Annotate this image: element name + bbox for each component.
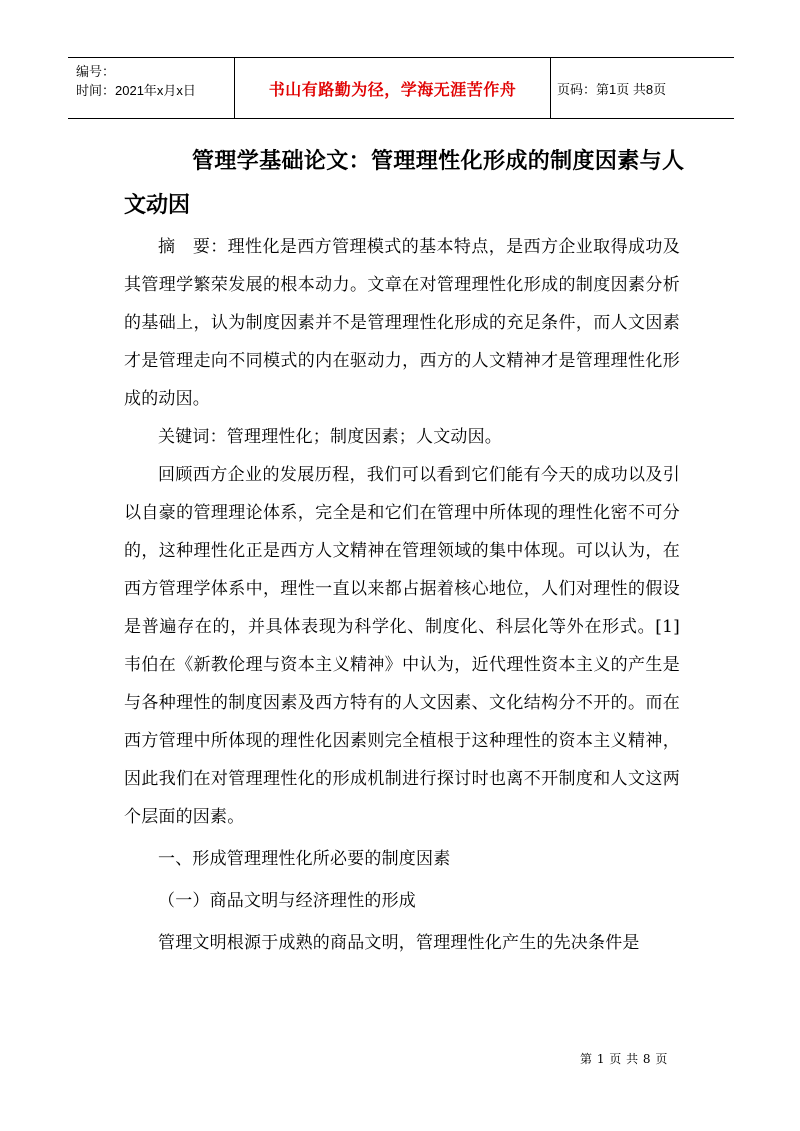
section-heading: 一、形成管理理性化所必要的制度因素 (158, 849, 451, 869)
body-paragraph: 管理文明根源于成熟的商品文明，管理理性化产生的先决条件是 (158, 933, 640, 953)
page-header (68, 57, 734, 119)
page-footer: 第 1 页 共 8 页 (580, 1052, 668, 1066)
time-label: 时间：2021年x月x日 (76, 83, 196, 98)
body-paragraph: 回顾西方企业的发展历程，我们可以看到它们能有今天的成功以及引以自豪的管理理论体系，完全是和它们在管理中所体现的理性化密不可分的，这种理性化正是西方人文精神在管理领域的集中体现。可以认为，在西方管理学体系中，理性一直以来都占据着核心地位，人们对理性的假设是普遍存在的，并具体表现为科学化、制度化、科层化等外在形式。[1]韦伯在《新教伦理与资本主义精神》中认为，近代理性资本主义的产生是与各种理性的制度因素及西方特有的人文因素、文化结构分不开的。而在西方管理中所体现的理性化因素则完全植根于这种理性的资本主义精神，因此我们在对管理理性化的形成机制进行探讨时也离不开制度和人文这两个层面的因素。 (124, 465, 680, 827)
header-meta (76, 62, 196, 100)
header-page-info: 页码：第1页 共8页 (557, 81, 667, 97)
serial-label: 编号： (76, 64, 116, 79)
header-motto: 书山有路勤为径，学海无涯苦作舟 (268, 79, 517, 99)
document-body (124, 228, 680, 962)
abstract-paragraph: 摘 要：理性化是西方管理模式的基本特点，是西方企业取得成功及其管理学繁荣发展的根本动力。文章在对管理理性化形成的制度因素分析的基础上，认为制度因素并不是管理理性化形成的充足条件，而人文因素才是管理走向不同模式的内在驱动力，西方的人文精神才是管理理性化形成的动因。 (124, 237, 680, 409)
subsection-heading: （一）商品文明与经济理性的形成 (158, 891, 416, 911)
document-title: 管理学基础论文：管理理性化形成的制度因素与人文动因 (124, 149, 684, 218)
keywords-paragraph: 关键词：管理理性化；制度因素；人文动因。 (158, 427, 502, 447)
